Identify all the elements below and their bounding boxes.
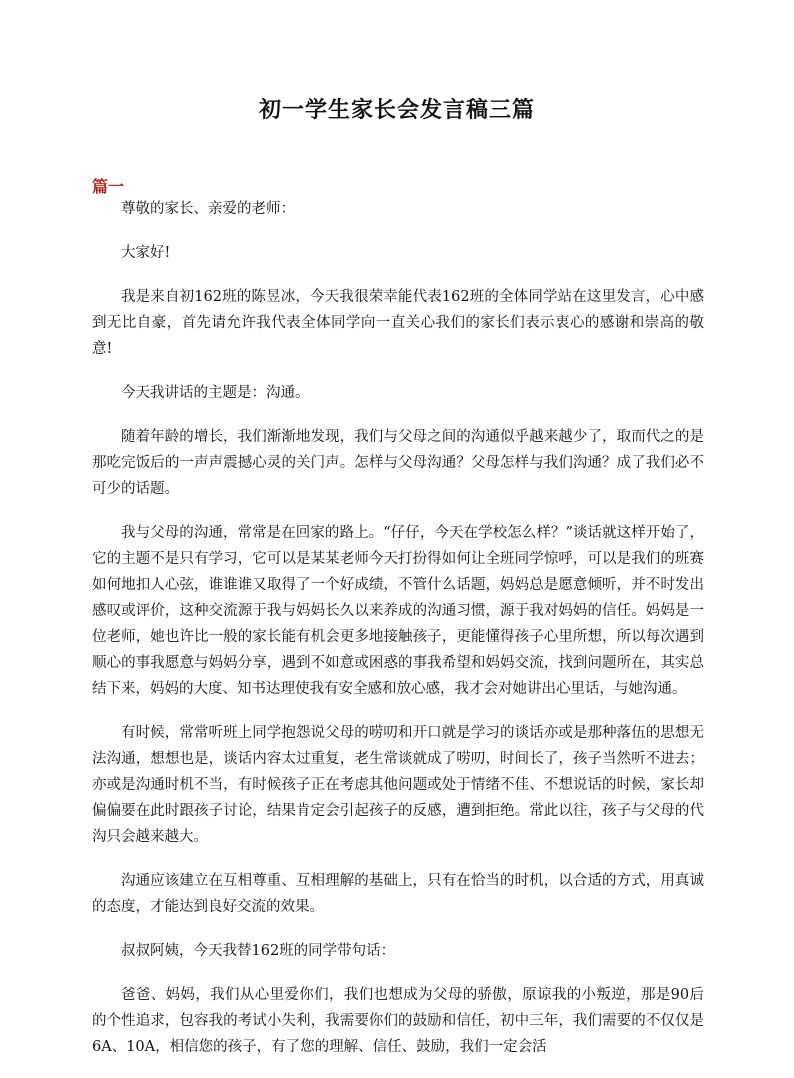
paragraph-salutation: 尊敬的家长、亲爱的老师： bbox=[121, 201, 295, 217]
paragraph-message-intro: 叔叔阿姨，今天我替162班的同学带句话： bbox=[121, 943, 396, 959]
document-title: 初一学生家长会发言稿三篇 bbox=[258, 97, 535, 123]
paragraph-message-to-parents: 爸爸、妈妈，我们从心里爱你们，我们也想成为父母的骄傲，原谅我的小叛逆，那是90后的个性追求，包容我的考试小失利，我需要你们的鼓励和信任，初中三年，我们需要的不仅仅是6A、10A，相信您的孩子，有了您的理解、信任、鼓励，我们一定会活 bbox=[92, 987, 704, 1055]
section-heading: 篇一 bbox=[92, 177, 125, 196]
paragraph-topic: 今天我讲话的主题是：沟通。 bbox=[121, 385, 310, 401]
paragraph-talk-with-mother: 我与父母的沟通，常常是在回家的路上。“仔仔，今天在学校怎么样？”谈话就这样开始了，它的主题不是只有学习，它可以是某某老师今天打扮得如何让全班同学惊呼，可以是我们的班赛如何地扣人心弦，谁谁谁又取得了一个好成绩，不管什么话题，妈妈总是愿意倾听，并不时发出感叹或评价，这种交流源于我与妈妈长久以来养成的沟通习惯，源于我对妈妈的信任。妈妈是一位老师，她也许比一般的家长能有机会更多地接触孩子，更能懂得孩子心里所想，所以每次遇到顺心的事我愿意与妈妈分享，遇到不如意或困惑的事我希望和妈妈交流，找到问题所在，其实总结下来，妈妈的大度、知书达理使我有安全感和放心感，我才会对她讲出心里话，与她沟通。 bbox=[92, 525, 704, 697]
paragraph-growing-up: 随着年龄的增长，我们渐渐地发现，我们与父母之间的沟通似乎越来越少了，取而代之的是那吃完饭后的一声声震撼心灵的关门声。怎样与父母沟通？父母怎样与我们沟通？成了我们必不可少的话题。 bbox=[92, 429, 704, 497]
paragraph-greeting: 大家好! bbox=[121, 245, 171, 261]
paragraph-communication-basis: 沟通应该建立在互相尊重、互相理解的基础上，只有在恰当的时机，以合适的方式，用真诚的态度，才能达到良好交流的效果。 bbox=[92, 873, 704, 915]
paragraph-classmates-complaints: 有时候，常常听班上同学抱怨说父母的唠叨和开口就是学习的谈话亦或是那种落伍的思想无法沟通，想想也是，谈话内容太过重复，老生常谈就成了唠叨，时间长了，孩子当然听不进去；亦或是沟通时机不当，有时候孩子正在考虑其他问题或处于情绪不佳、不想说话的时候，家长却偏偏要在此时跟孩子讨论，结果肯定会引起孩子的反感，遭到拒绝。常此以往，孩子与父母的代沟只会越来越大。 bbox=[92, 725, 704, 845]
paragraph-introduction: 我是来自初162班的陈昱冰，今天我很荣幸能代表162班的全体同学站在这里发言，心中感到无比自豪，首先请允许我代表全体同学向一直关心我们的家长们表示衷心的感谢和崇高的敬意! bbox=[92, 289, 704, 357]
document-body bbox=[92, 196, 704, 1078]
